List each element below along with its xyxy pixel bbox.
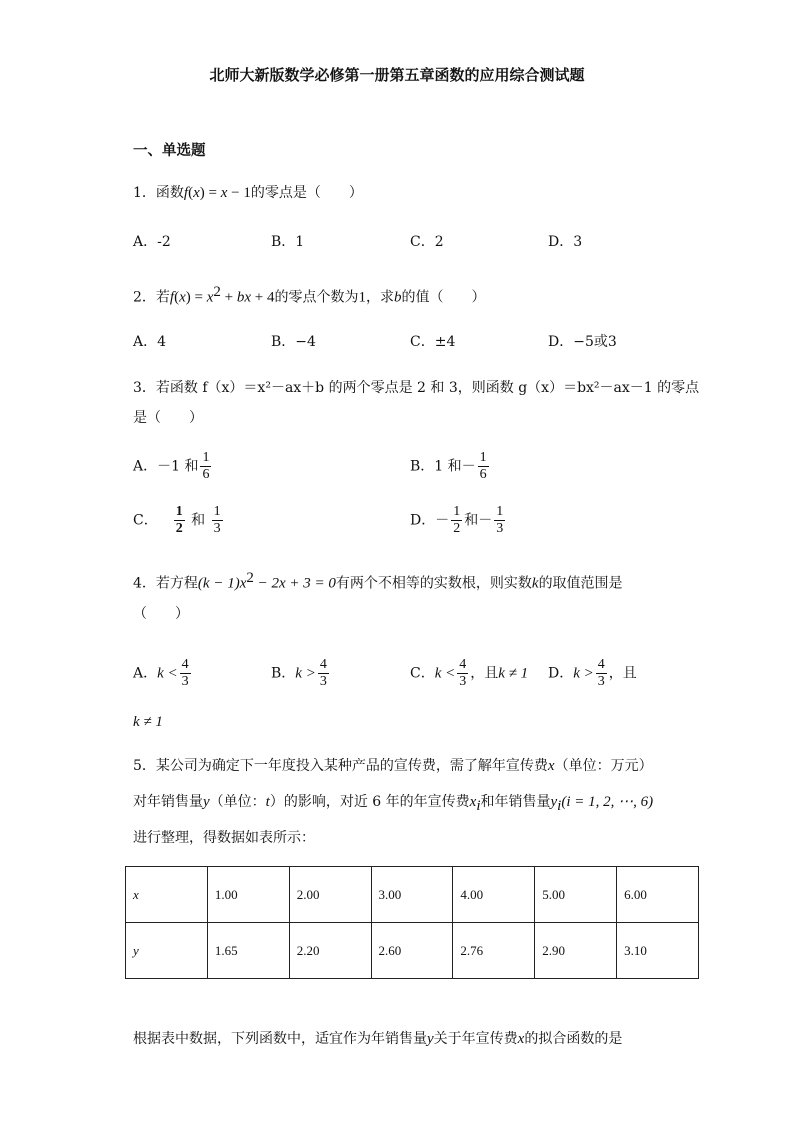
q4-d-fraction [596, 657, 607, 690]
table-row-x [126, 867, 699, 923]
section-heading: 一、单选题 [133, 142, 206, 159]
q4-a-num: 4 [181, 657, 189, 672]
q4-post: 的取值范围是 [538, 575, 623, 592]
table-cell: 2.90 [535, 923, 617, 979]
q4-b-rel: k > [295, 665, 316, 682]
q4-c-prefix: C． [410, 665, 435, 682]
q5-range: (i = 1, 2, ⋯, 6) [561, 794, 654, 810]
q2-pre: 若 [155, 289, 170, 306]
q3-d-and: 和－ [464, 512, 493, 529]
q1-x: x [193, 185, 200, 201]
q4-eq-left: (k − 1)x [197, 575, 247, 592]
q2-mid2: ，求 [366, 289, 395, 306]
q4-pre: 若方程 [155, 575, 198, 592]
q3-b-den: 6 [479, 467, 487, 482]
q2-plus: + [220, 289, 237, 306]
q3-line1: 3．若函数 f（x）＝x²－ax＋b 的两个零点是 2 和 3，则函数 g（x）＝bx²－ax－1 的零点 [133, 380, 700, 396]
q1-post: 的零点是（ ） [250, 185, 363, 201]
table-cell-y-label: y [126, 923, 208, 979]
q4-d-num: 4 [597, 657, 605, 672]
q2-x: x [179, 289, 186, 306]
q4-a-rel: k < [157, 665, 178, 682]
q5-line1 [133, 756, 653, 776]
q3-b-num: 1 [479, 450, 487, 465]
q3-c-num2: 1 [213, 504, 221, 519]
q4-d-den: 3 [597, 674, 605, 689]
q3-c-prefix: C． [133, 512, 158, 529]
data-table [125, 866, 699, 979]
q3-c-num1: 1 [175, 504, 183, 519]
q3-d-fraction-1 [451, 504, 462, 537]
q3-b-prefix: B．1 和－ [410, 458, 476, 475]
q5-t: t [265, 794, 270, 810]
q2-b: b [394, 289, 402, 306]
table-cell: 5.00 [535, 867, 617, 923]
q4-option-c [410, 657, 528, 690]
q4-k: k [531, 575, 539, 592]
q5-xi: x [469, 794, 477, 810]
q4-b-den: 3 [319, 674, 327, 689]
page-title: 北师大新版数学必修第一册第五章函数的应用综合测试题 [209, 66, 585, 84]
q2-eq: = [190, 289, 207, 306]
q3-option-c [133, 504, 225, 537]
q2-mid: 的零点个数为 [274, 289, 359, 306]
q2-number: 2． [133, 289, 156, 306]
q4-b-num: 4 [319, 657, 327, 672]
q1-option-a: A．-2 [133, 234, 171, 250]
q3-option-d [410, 504, 507, 537]
question-4 [133, 568, 623, 594]
q5-line2-and: 和年销售量 [480, 794, 551, 810]
q1-lp: ( [188, 185, 194, 201]
q4-c-num: 4 [459, 657, 467, 672]
q5-yi: y [550, 794, 558, 810]
q4-c-rel: k < [434, 665, 456, 682]
q4-option-d [548, 657, 637, 690]
q2-rp: ) [185, 289, 191, 306]
q4-a-fraction [180, 657, 191, 690]
q2-option-d: D．−5或3 [548, 334, 617, 350]
q4-paren: （ ） [133, 606, 189, 622]
q4-d-prefix: D． [548, 665, 574, 682]
q4-c-fraction [457, 657, 468, 690]
q2-one: 1 [358, 289, 367, 306]
q3-a-fraction [200, 450, 211, 483]
q5-after-post: 的拟合函数的是 [524, 1031, 623, 1047]
table-cell: 2.60 [371, 923, 453, 979]
table-cell: 4.00 [453, 867, 535, 923]
q3-a-den: 6 [202, 467, 210, 482]
table-cell-x-label: x [126, 867, 208, 923]
q4-c-cond: k ≠ 1 [498, 665, 529, 682]
q1-rhs: x [220, 185, 228, 201]
question-1 [133, 183, 363, 203]
q4-option-a [133, 657, 193, 690]
q1-pre: 函数 [155, 185, 184, 201]
q3-d-den1: 2 [453, 521, 461, 536]
q5-x: x [547, 758, 555, 774]
q5-y: y [203, 794, 210, 810]
q3-d-prefix: D．－ [410, 512, 450, 529]
q3-option-b [410, 450, 491, 483]
q3-d-fraction-2 [494, 504, 505, 537]
q2-sq: 2 [213, 284, 221, 300]
q1-minus1: − 1 [227, 185, 251, 201]
q4-b-prefix: B． [271, 665, 296, 682]
q4-option-b [271, 657, 331, 690]
q5-line1-pre: 5．某公司为确定下一年度投入某种产品的宣传费，需了解年宣传费 [133, 758, 548, 774]
table-cell: 3.00 [371, 867, 453, 923]
q4-a-den: 3 [181, 674, 189, 689]
table-cell: 1.65 [207, 923, 289, 979]
table-cell: 3.10 [617, 923, 699, 979]
q5-yi-sub: i [557, 797, 562, 814]
q3-line2: 是（ ） [133, 410, 203, 426]
q3-a-prefix: A．－1 和 [133, 458, 199, 475]
q3-b-fraction [478, 450, 489, 483]
q1-option-b: B．1 [271, 234, 305, 250]
table-cell: 2.20 [289, 923, 371, 979]
table-cell: 2.76 [453, 923, 535, 979]
q3-a-num: 1 [202, 450, 210, 465]
q4-c-den: 3 [459, 674, 467, 689]
q4-a-prefix: A． [133, 665, 158, 682]
q3-c-and: 和 [191, 512, 206, 529]
table-cell: 1.00 [207, 867, 289, 923]
table-cell: 6.00 [617, 867, 699, 923]
question-2 [133, 282, 486, 308]
q1-number: 1． [133, 185, 156, 201]
q5-after-y: y [427, 1031, 434, 1047]
q2-lp: ( [174, 289, 180, 306]
q5-line2 [133, 792, 653, 816]
q3-c-fraction-2 [212, 504, 223, 537]
q2-option-c: C．±4 [410, 334, 456, 350]
q4-d-cond: k ≠ 1 [133, 714, 163, 730]
q5-after-pre: 根据表中数据，下列函数中，适宜作为年销售量 [133, 1031, 427, 1047]
q5-line2-mid: （单位： [209, 794, 266, 810]
q4-d-rel: k > [573, 665, 594, 682]
q2-post: 的值（ ） [401, 289, 486, 306]
q4-d-tail: ，且 [608, 665, 637, 682]
q5-line2-pre: 对年销售量 [133, 794, 203, 810]
q4-b-fraction [318, 657, 329, 690]
q3-c-den2: 3 [213, 521, 221, 536]
q5-after-mid: 关于年宣传费 [433, 1031, 518, 1047]
q2-x2: x [206, 289, 214, 306]
q3-option-a [133, 450, 213, 483]
q5-line3: 进行整理，得数据如表所示： [133, 830, 315, 846]
q4-eq-right: − 2x + 3 = 0 [253, 575, 336, 592]
q5-line1-post: （单位：万元） [554, 758, 653, 774]
q5-after-x: x [517, 1031, 525, 1047]
q4-c-tail: ，且 [470, 665, 499, 682]
q3-c-fraction-1 [174, 504, 185, 537]
q2-plus4: + 4 [251, 289, 275, 306]
q3-d-den2: 3 [496, 521, 504, 536]
q4-mid: 有两个不相等的实数根，则实数 [335, 575, 532, 592]
q1-option-d: D．3 [548, 234, 583, 250]
q4-sq: 2 [246, 570, 254, 586]
q2-option-a: A．4 [133, 334, 167, 350]
q2-bx: bx [236, 289, 252, 306]
table-row-y [126, 923, 699, 979]
q1-eq: = [204, 185, 221, 201]
q1-f: f [183, 185, 189, 201]
q5-xi-sub: i [476, 797, 481, 814]
q5-line2-mid2: ）的影响，对近 6 年的年宣传费 [269, 794, 470, 810]
q1-option-c: C．2 [410, 234, 444, 250]
table-cell: 2.00 [289, 867, 371, 923]
q3-d-num1: 1 [453, 504, 461, 519]
q4-number: 4． [133, 575, 156, 592]
q2-option-b: B．−4 [271, 334, 316, 350]
q1-rp: ) [199, 185, 205, 201]
q5-after-text [133, 1029, 622, 1049]
q3-c-den1: 2 [175, 521, 183, 536]
q3-d-num2: 1 [496, 504, 504, 519]
q2-f: f [169, 289, 175, 306]
